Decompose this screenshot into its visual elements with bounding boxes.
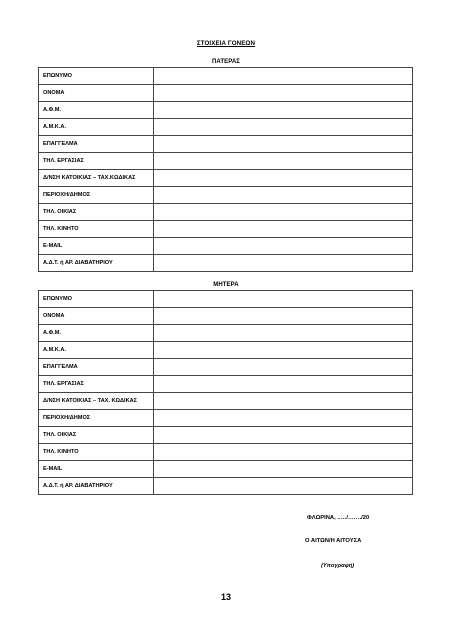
father-field-value[interactable] <box>154 255 413 272</box>
father-field-label: ΤΗΛ. ΟΙΚΙΑΣ <box>39 204 154 221</box>
mother-field-value[interactable] <box>154 325 413 342</box>
mother-field-label: Α.Δ.Τ. ή ΑΡ. ΔΙΑΒΑΤΗΡΙΟΥ <box>39 478 154 495</box>
father-field-label: ΤΗΛ. ΚΙΝΗΤΟ <box>39 221 154 238</box>
signature-label: (Υπογραφή) <box>321 563 355 569</box>
document-title: ΣΤΟΙΧΕΙΑ ΓΟΝΕΩΝ <box>196 40 256 47</box>
mother-field-value[interactable] <box>154 393 413 410</box>
father-field-label: ΕΠΑΓΓΕΛΜΑ <box>39 136 154 153</box>
father-field-label: ΠΕΡΙΟΧΗ/ΔΗΜΟΣ <box>39 187 154 204</box>
mother-row <box>39 308 413 325</box>
father-row <box>39 102 413 119</box>
father-row <box>39 136 413 153</box>
mother-field-label: E-MAIL <box>39 461 154 478</box>
father-section-heading: ΠΑΤΕΡΑΣ <box>211 59 241 65</box>
father-row <box>39 255 413 272</box>
father-field-label: Α.Δ.Τ. ή ΑΡ. ΔΙΑΒΑΤΗΡΙΟΥ <box>39 255 154 272</box>
mother-row <box>39 444 413 461</box>
father-row <box>39 153 413 170</box>
father-field-label: Α.Φ.Μ. <box>39 102 154 119</box>
mother-field-value[interactable] <box>154 308 413 325</box>
mother-field-value[interactable] <box>154 410 413 427</box>
mother-section-heading: ΜΗΤΕΡΑ <box>213 282 239 288</box>
mother-row <box>39 376 413 393</box>
father-row <box>39 221 413 238</box>
mother-field-label: Δ/ΝΣΗ ΚΑΤΟΙΚΙΑΣ – ΤΑΧ. ΚΩΔΙΚΑΣ <box>39 393 154 410</box>
father-field-value[interactable] <box>154 153 413 170</box>
mother-row <box>39 427 413 444</box>
father-field-label: ΟΝΟΜΑ <box>39 85 154 102</box>
mother-row <box>39 342 413 359</box>
father-field-value[interactable] <box>154 170 413 187</box>
mother-row <box>39 461 413 478</box>
mother-row <box>39 478 413 495</box>
father-field-label: ΤΗΛ. ΕΡΓΑΣΙΑΣ <box>39 153 154 170</box>
father-row <box>39 238 413 255</box>
mother-field-value[interactable] <box>154 427 413 444</box>
mother-field-label: Α.Μ.Κ.Α. <box>39 342 154 359</box>
mother-field-label: ΤΗΛ. ΚΙΝΗΤΟ <box>39 444 154 461</box>
mother-field-value[interactable] <box>154 376 413 393</box>
mother-field-label: ΤΗΛ. ΟΙΚΙΑΣ <box>39 427 154 444</box>
father-field-value[interactable] <box>154 204 413 221</box>
mother-field-label: ΠΕΡΙΟΧΗ/ΔΗΜΟΣ <box>39 410 154 427</box>
mother-field-value[interactable] <box>154 444 413 461</box>
father-row <box>39 68 413 85</box>
mother-row <box>39 325 413 342</box>
date-line: ΦΛΩΡΙΝΑ, ..…/……./20 <box>307 515 370 521</box>
father-field-value[interactable] <box>154 85 413 102</box>
father-field-value[interactable] <box>154 187 413 204</box>
mother-field-value[interactable] <box>154 342 413 359</box>
applicant-label: Ο ΑΙΤΩΝ/Η ΑΙΤΟΥΣΑ <box>305 538 362 544</box>
father-field-value[interactable] <box>154 221 413 238</box>
father-field-value[interactable] <box>154 119 413 136</box>
father-field-label: Α.Μ.Κ.Α. <box>39 119 154 136</box>
father-field-label: ΕΠΩΝΥΜΟ <box>39 68 154 85</box>
father-field-label: Δ/ΝΣΗ ΚΑΤΟΙΚΙΑΣ – ΤΑΧ.ΚΩΔΙΚΑΣ <box>39 170 154 187</box>
father-field-value[interactable] <box>154 102 413 119</box>
mother-field-label: ΕΠΩΝΥΜΟ <box>39 291 154 308</box>
father-row <box>39 170 413 187</box>
father-details-table <box>38 67 413 272</box>
father-field-label: E-MAIL <box>39 238 154 255</box>
mother-field-value[interactable] <box>154 461 413 478</box>
mother-field-label: ΟΝΟΜΑ <box>39 308 154 325</box>
father-row <box>39 187 413 204</box>
father-row <box>39 119 413 136</box>
mother-field-value[interactable] <box>154 359 413 376</box>
father-field-value[interactable] <box>154 68 413 85</box>
father-row <box>39 204 413 221</box>
mother-details-table <box>38 290 413 495</box>
father-row <box>39 85 413 102</box>
mother-field-label: ΤΗΛ. ΕΡΓΑΣΙΑΣ <box>39 376 154 393</box>
mother-row <box>39 393 413 410</box>
mother-field-value[interactable] <box>154 291 413 308</box>
mother-row <box>39 410 413 427</box>
father-field-value[interactable] <box>154 238 413 255</box>
mother-row <box>39 359 413 376</box>
mother-field-label: ΕΠΑΓΓΕΛΜΑ <box>39 359 154 376</box>
page-number: 13 <box>220 592 231 602</box>
mother-row <box>39 291 413 308</box>
father-field-value[interactable] <box>154 136 413 153</box>
mother-field-value[interactable] <box>154 478 413 495</box>
mother-field-label: Α.Φ.Μ. <box>39 325 154 342</box>
